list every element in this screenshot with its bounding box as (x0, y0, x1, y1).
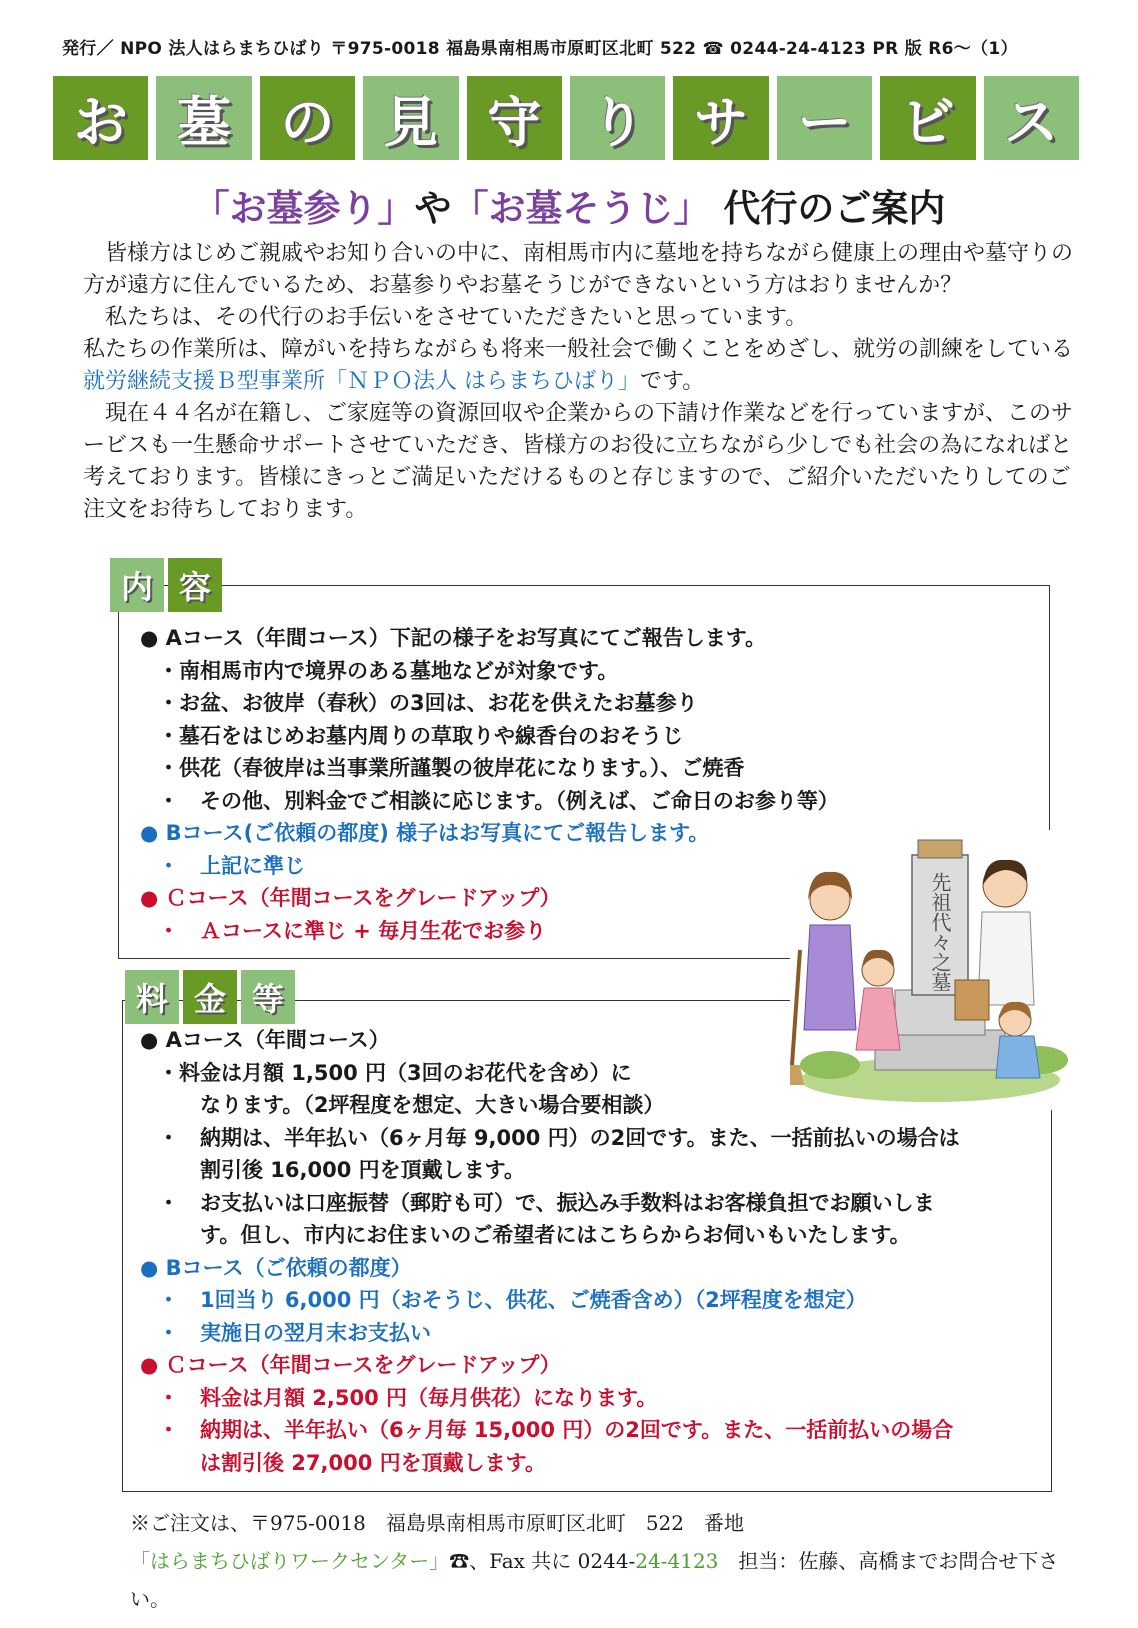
banner-char: 墓 (156, 76, 251, 160)
list-item: なります。（2坪程度を想定、大きい場合要相談） (200, 1093, 665, 1117)
list-item: ・料金は月額 1,500 円（3回のお花代を含め）に (158, 1060, 632, 1085)
list-item: ・お盆、お彼岸（春秋）の3回は、お花を供えたお墓参り (158, 691, 698, 715)
course-a-heading: ● Aコース（年間コース）下記の様子をお写真にてご報告します。 (140, 626, 767, 650)
course-a-heading: ● Aコース（年間コース） (140, 1028, 390, 1052)
footer-address: ※ご注文は、〒975-0018 福島県南相馬市原町区北町 522 番地 (130, 1511, 745, 1535)
label-char: 等 (241, 970, 295, 1024)
fee-label (125, 970, 295, 1024)
banner-char: サ (673, 76, 768, 160)
intro-paragraph: 現在４４名が在籍し、ご家庭等の資源回収や企業からの下請け作業などを行っていますが、このサービスも一生懸命サポートさせていただき、皆様方のお役に立ちながら少しでも社会の為になればと考えております。皆様にきっとご満足いただけるものと存じますので、ご紹介いただいたりしてのご注文をお待ちしております。 (83, 401, 1074, 522)
label-char: 容 (168, 558, 222, 612)
list-item: ・ その他、別料金でご相談に応じます。（例えば、ご命日のお参り等） (158, 788, 839, 813)
banner-char: 守 (467, 76, 562, 160)
content-label (110, 558, 222, 612)
intro-text (83, 238, 1073, 526)
order-footer (130, 1504, 1060, 1618)
intro-paragraph: 私たちは、その代行のお手伝いをさせていただきたいと思っています。 (105, 305, 808, 330)
banner-char: お (53, 76, 148, 160)
intro-text-c: です。 (640, 369, 705, 394)
grave-inscription: 先祖代々之墓 (928, 872, 952, 992)
footer-contact: 担当：佐藤、高橋までお問合せ下さい。 (130, 1549, 1059, 1611)
list-item: ・ 料金は月額 2,500 円（毎月供花）になります。 (158, 1385, 658, 1410)
list-item: ・ 1回当り 6,000 円（おそうじ、供花、ご焼香含め）（2坪程度を想定） (158, 1288, 867, 1312)
banner-char: ビ (880, 76, 975, 160)
banner-char: の (260, 76, 355, 160)
list-item: ・ お支払いは口座振替（郵貯も可）で、振込み手数料はお客様負担でお願いしま (158, 1190, 935, 1215)
list-item: ・ Ａコースに準じ + 毎月生花でお参り (158, 918, 547, 943)
title-banner (53, 76, 1079, 160)
banner-char: り (570, 76, 665, 160)
list-item: す。但し、市内にお住まいのご希望者にはこちらからお伺いもいたします。 (200, 1223, 911, 1247)
list-item: 割引後 16,000 円を頂戴します。 (200, 1158, 525, 1182)
list-item: ・ 納期は、半年払い（6ヶ月毎 15,000 円）の2回です。また、一括前払いの場合 (158, 1418, 954, 1442)
content-list (140, 622, 839, 947)
subtitle-part: 代行のご案内 (710, 187, 946, 230)
list-item: ・ 実施日の翌月末お支払い (158, 1320, 431, 1345)
list-item: ・南相馬市内で境界のある墓地などが対象です。 (158, 658, 619, 683)
course-b-heading: ● Bコース(ご依頼の都度) 様子はお写真にてご報告します。 (140, 821, 710, 845)
family-grave-illustration (790, 830, 1070, 1110)
list-item: ・ 納期は、半年払い（6ヶ月毎 9,000 円）の2回です。また、一括前払いの場合は (158, 1125, 960, 1150)
label-char: 内 (110, 558, 164, 612)
subtitle-part: 「お墓参り」 (192, 187, 415, 230)
course-c-heading: ● Ｃコース（年間コースをグレードアップ） (140, 1353, 561, 1377)
banner-char: 見 (363, 76, 458, 160)
footer-phone-label: ☎、Fax 共に 0244- (449, 1549, 636, 1573)
subtitle-part: 「お墓そうじ」 (451, 187, 711, 230)
label-char: 料 (125, 970, 179, 1024)
subtitle-part: や (414, 187, 452, 230)
course-b-heading: ● Bコース（ご依頼の都度） (140, 1255, 412, 1280)
list-item: ・墓石をはじめお墓内周りの草取りや線香台のおそうじ (158, 723, 683, 748)
label-char: 金 (183, 970, 237, 1024)
banner-char: ス (984, 76, 1079, 160)
subtitle (0, 178, 1138, 232)
course-c-heading: ● Ｃコース（年間コースをグレードアップ） (140, 886, 561, 910)
publisher-line: 発行／ NPO 法人はらまちひばり 〒975-0018 福島県南相馬市原町区北町 522 ☎ 0244-24-4123 PR 版 R6〜（1） (62, 39, 1018, 59)
intro-paragraph (83, 334, 1073, 398)
list-item: ・ 上記に準じ (158, 853, 305, 878)
banner-char: ー (777, 76, 872, 160)
intro-paragraph: 皆様方はじめご親戚やお知り合いの中に、南相馬市内に墓地を持ちながら健康上の理由や墓守りの方が遠方に住んでいるため、お墓参りやお墓そうじができないという方はおりませんか？ (83, 241, 1074, 298)
facility-name: 就労継続支援Ｂ型事業所「ＮＰＯ法人 はらまちひばり」 (83, 369, 640, 394)
list-item: は割引後 27,000 円を頂戴します。 (200, 1450, 546, 1475)
list-item: ・供花（春彼岸は当事業所謹製の彼岸花になります。）、ご焼香 (158, 756, 745, 780)
footer-center-name: 「はらまちひばりワークセンター」 (130, 1549, 450, 1573)
family-grave-icon (790, 830, 1070, 1110)
footer-phone-number: 24-4123 (635, 1549, 719, 1573)
intro-text-a: 私たちの作業所は、障がいを持ちながらも将来一般社会で働くことをめざし、就労の訓練をしている (83, 337, 1074, 362)
